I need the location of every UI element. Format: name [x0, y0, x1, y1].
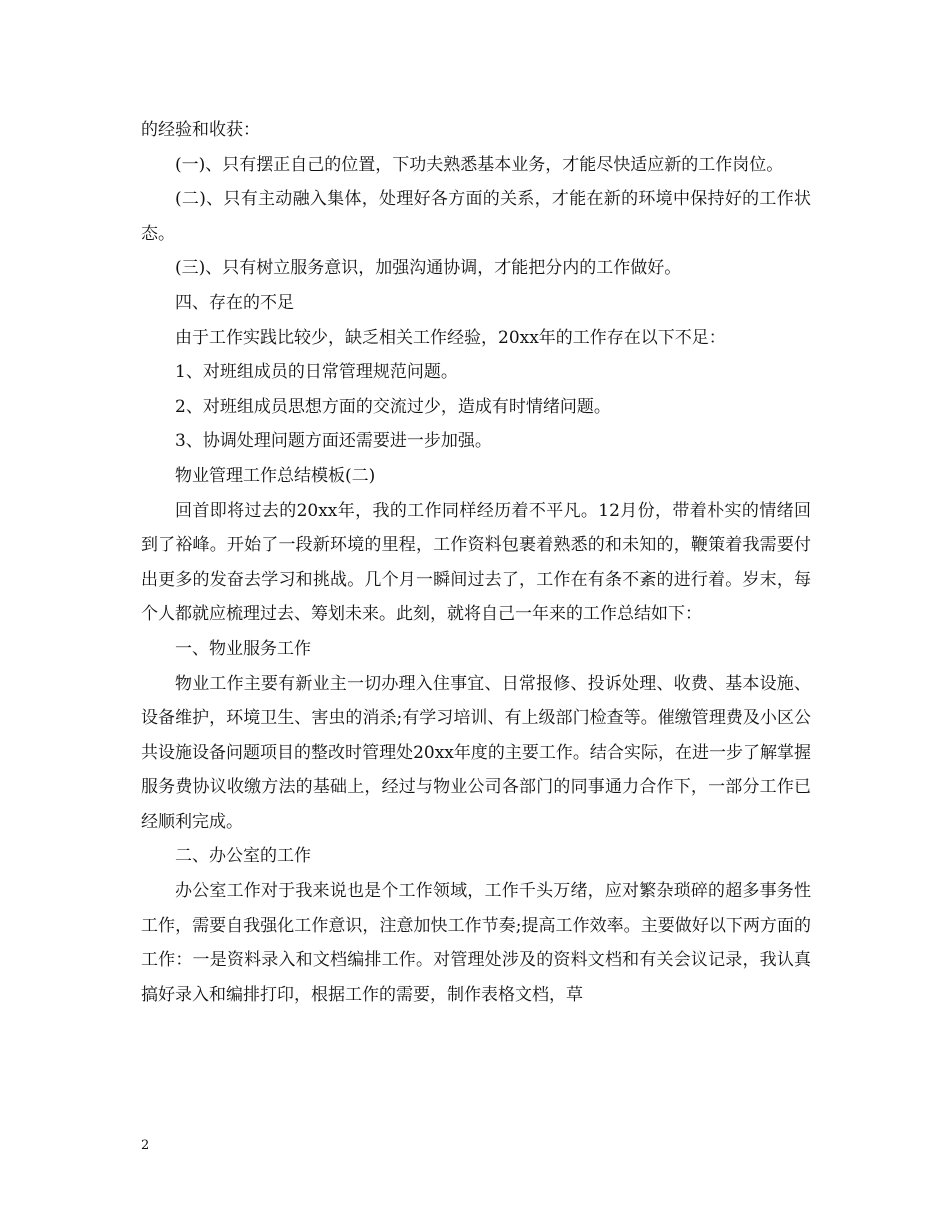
paragraph: 1、对班组成员的日常管理规范问题。 — [175, 362, 458, 383]
paragraph: 3、协调处理问题方面还需要进一步加强。 — [175, 431, 492, 452]
paragraph: 物业工作主要有新业主一切办理入住事宜、日常报修、投诉处理、收费、基本设施、设备维护，环境卫生、害虫的消杀;有学习培训、有上级部门检查等。催缴管理费及小区公共设施设备问题项目的整改时管理处20xx年度的主要工作。结合实际，在进一步了解掌握服务费协议收缴方法的基础上，经过与物业公司各部门的同事通力合作下，一部分工作已经顺利完成。 — [141, 673, 811, 832]
paragraph: 二、办公室的工作 — [175, 846, 311, 867]
paragraph: 办公室工作对于我来说也是个工作领域，工作千头万绪，应对繁杂琐碎的超多事务性工作，需要自我强化工作意识，注意加快工作节奏;提高工作效率。主要做好以下两方面的工作：一是资料录入和文档编排工作。对管理处涉及的资料文档和有关会议记录，我认真搞好录入和编排打印，根据工作的需要，制作表格文档，草 — [141, 881, 811, 1005]
paragraph: (一)、只有摆正自己的位置，下功夫熟悉基本业务，才能尽快适应新的工作岗位。 — [175, 154, 784, 175]
paragraph: 由于工作实践比较少，缺乏相关工作经验，20xx年的工作存在以下不足： — [175, 327, 726, 348]
paragraph: 回首即将过去的20xx年，我的工作同样经历着不平凡。12月份，带着朴实的情绪回到了裕峰。开始了一段新环境的里程，工作资料包裹着熟悉的和未知的，鞭策着我需要付出更多的发奋去学习和挑战。几个月一瞬间过去了，工作在有条不紊的进行着。岁末，每个人都就应梳理过去、筹划未来。此刻，就将自己一年来的工作总结如下： — [141, 500, 811, 625]
paragraph: (二)、只有主动融入集体，处理好各方面的关系，才能在新的环境中保持好的工作状态。 — [141, 189, 811, 244]
paragraph: 一、物业服务工作 — [175, 638, 311, 659]
document-body — [141, 113, 811, 1012]
paragraph: (三)、只有树立服务意识，加强沟通协调，才能把分内的工作做好。 — [175, 258, 682, 279]
paragraph: 2、对班组成员思想方面的交流过少，造成有时情绪问题。 — [175, 396, 611, 417]
paragraph: 四、存在的不足 — [175, 292, 294, 313]
paragraph: 的经验和收获： — [141, 120, 260, 140]
page-number: 2 — [141, 1138, 150, 1153]
paragraph: 物业管理工作总结模板(二) — [175, 465, 376, 486]
